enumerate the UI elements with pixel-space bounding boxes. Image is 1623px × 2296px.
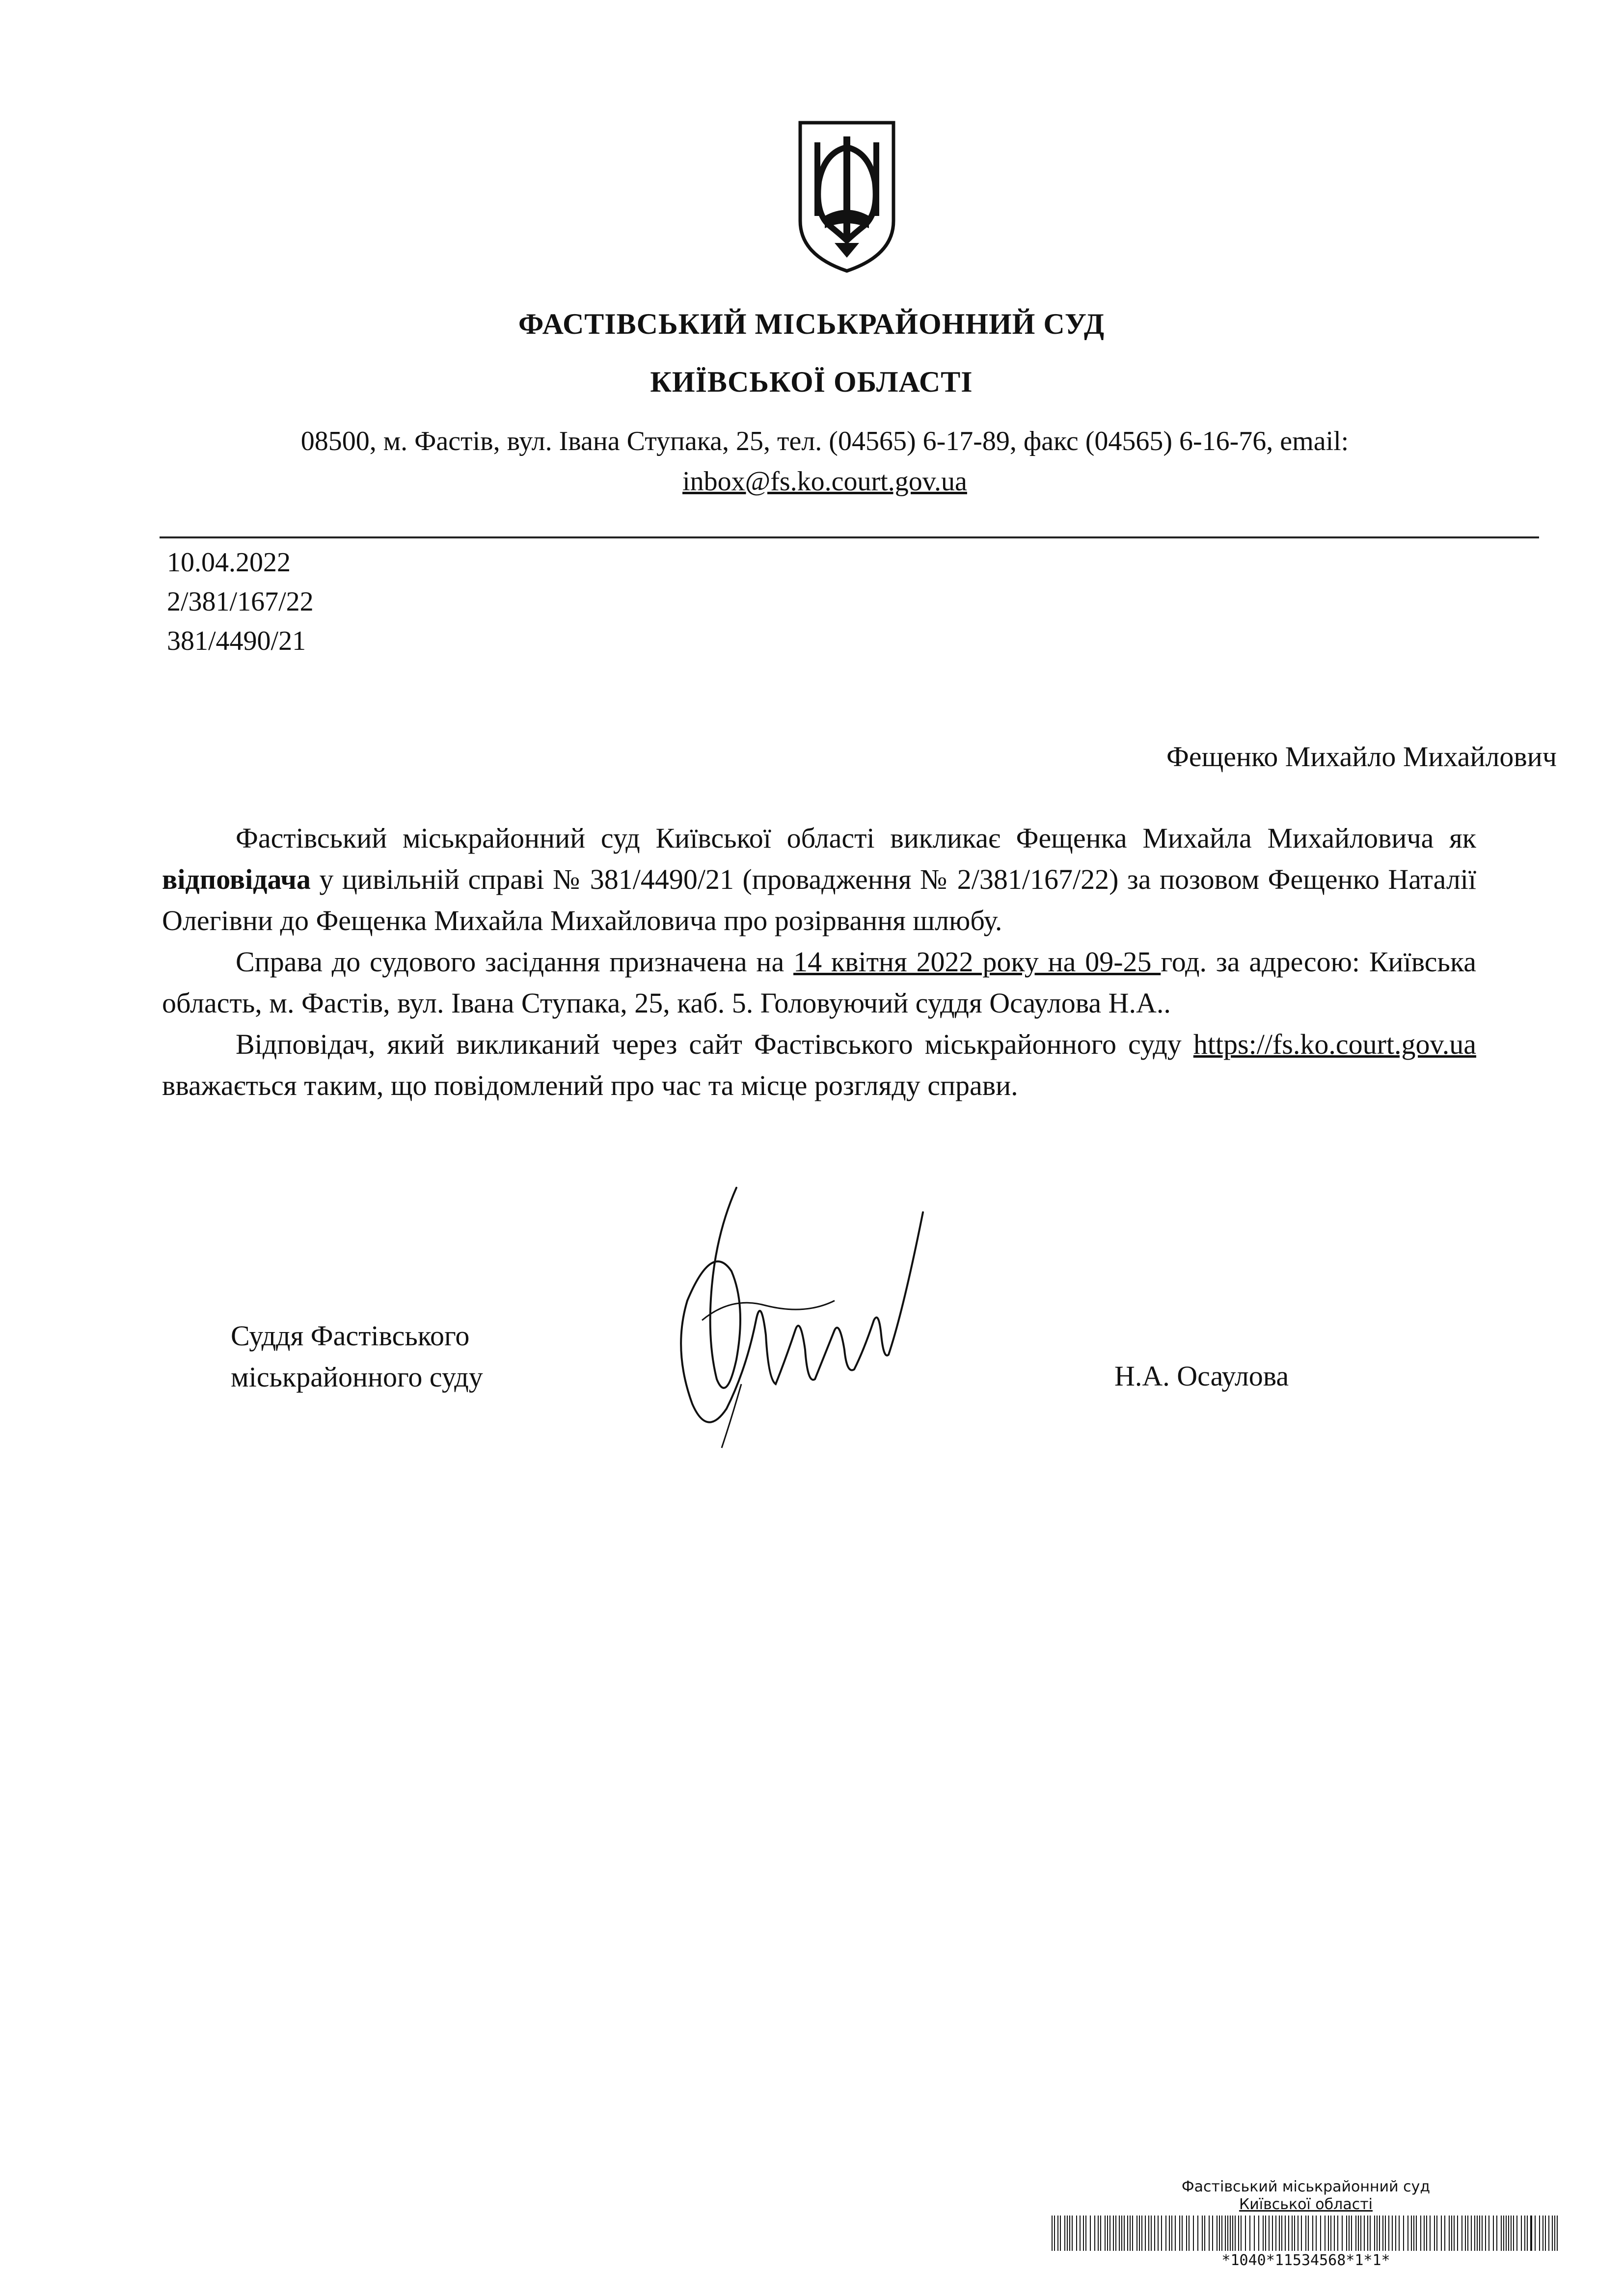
letter-body: [162, 818, 1476, 1106]
addressee: Фещенко Михайло Михайлович: [1166, 741, 1557, 773]
proceeding-number: 2/381/167/22: [167, 587, 314, 617]
barcode-caption: Фастівський міськрайонний суд Київської області: [1181, 2178, 1431, 2213]
body-paragraph-1: Фастівський міськрайонний суд Київської області викликає Фещенка Михайла Михайловича як відповідача у цивільній справі № 381/4490/21 (провадження № 2/381/167/22) за позовом Фещенко Наталії Олегівни до Фещенка Михайла Михайловича про розірвання шлюбу.: [162, 822, 1476, 936]
email-link[interactable]: inbox@fs.ko.court.gov.ua: [682, 466, 967, 497]
body-paragraph-2: Справа до судового засідання призначена на 14 квітня 2022 року на 09-25 год. за адресою: Київська область, м. Фастів, вул. Івана Ступака, 25, каб. 5. Головуючий суддя Осаулова Н.А..: [162, 946, 1476, 1019]
letter-date: 10.04.2022: [167, 547, 291, 578]
court-name-line1: ФАСТІВСЬКИЙ МІСЬКРАЙОННИЙ СУД: [518, 308, 1105, 340]
address-line: 08500, м. Фастів, вул. Івана Ступака, 25, тел. (04565) 6-17-89, факс (04565) 6-16-76, email:: [300, 426, 1349, 456]
court-address: [162, 421, 1488, 502]
body-paragraph-3: Відповідач, який викликаний через сайт Фастівського міськрайонного суду https://fs.ko.court.gov.ua вважається таким, що повідомлений про час та місце розгляду справи.: [162, 1028, 1476, 1101]
reference-block: [167, 543, 314, 661]
barcode-stamp: [1051, 2178, 1561, 2269]
signatory-name: Н.А. Осаулова: [1114, 1360, 1289, 1392]
court-name-line2: КИЇВСЬКОЇ ОБЛАСТІ: [650, 366, 973, 398]
coat-of-arms-icon: [795, 118, 898, 275]
hearing-date: 14 квітня 2022 року на 09-25: [793, 946, 1161, 978]
barcode-number: *1040*11534568*1*1*: [1221, 2252, 1390, 2269]
handwritten-signature: [658, 1173, 933, 1487]
header-divider: [160, 536, 1539, 538]
court-website-link[interactable]: https://fs.ko.court.gov.ua: [1193, 1028, 1476, 1060]
signatory-title: Суддя Фастівського міськрайонного суду: [231, 1320, 483, 1393]
barcode-image: [1051, 2216, 1561, 2251]
case-number: 381/4490/21: [167, 626, 306, 656]
